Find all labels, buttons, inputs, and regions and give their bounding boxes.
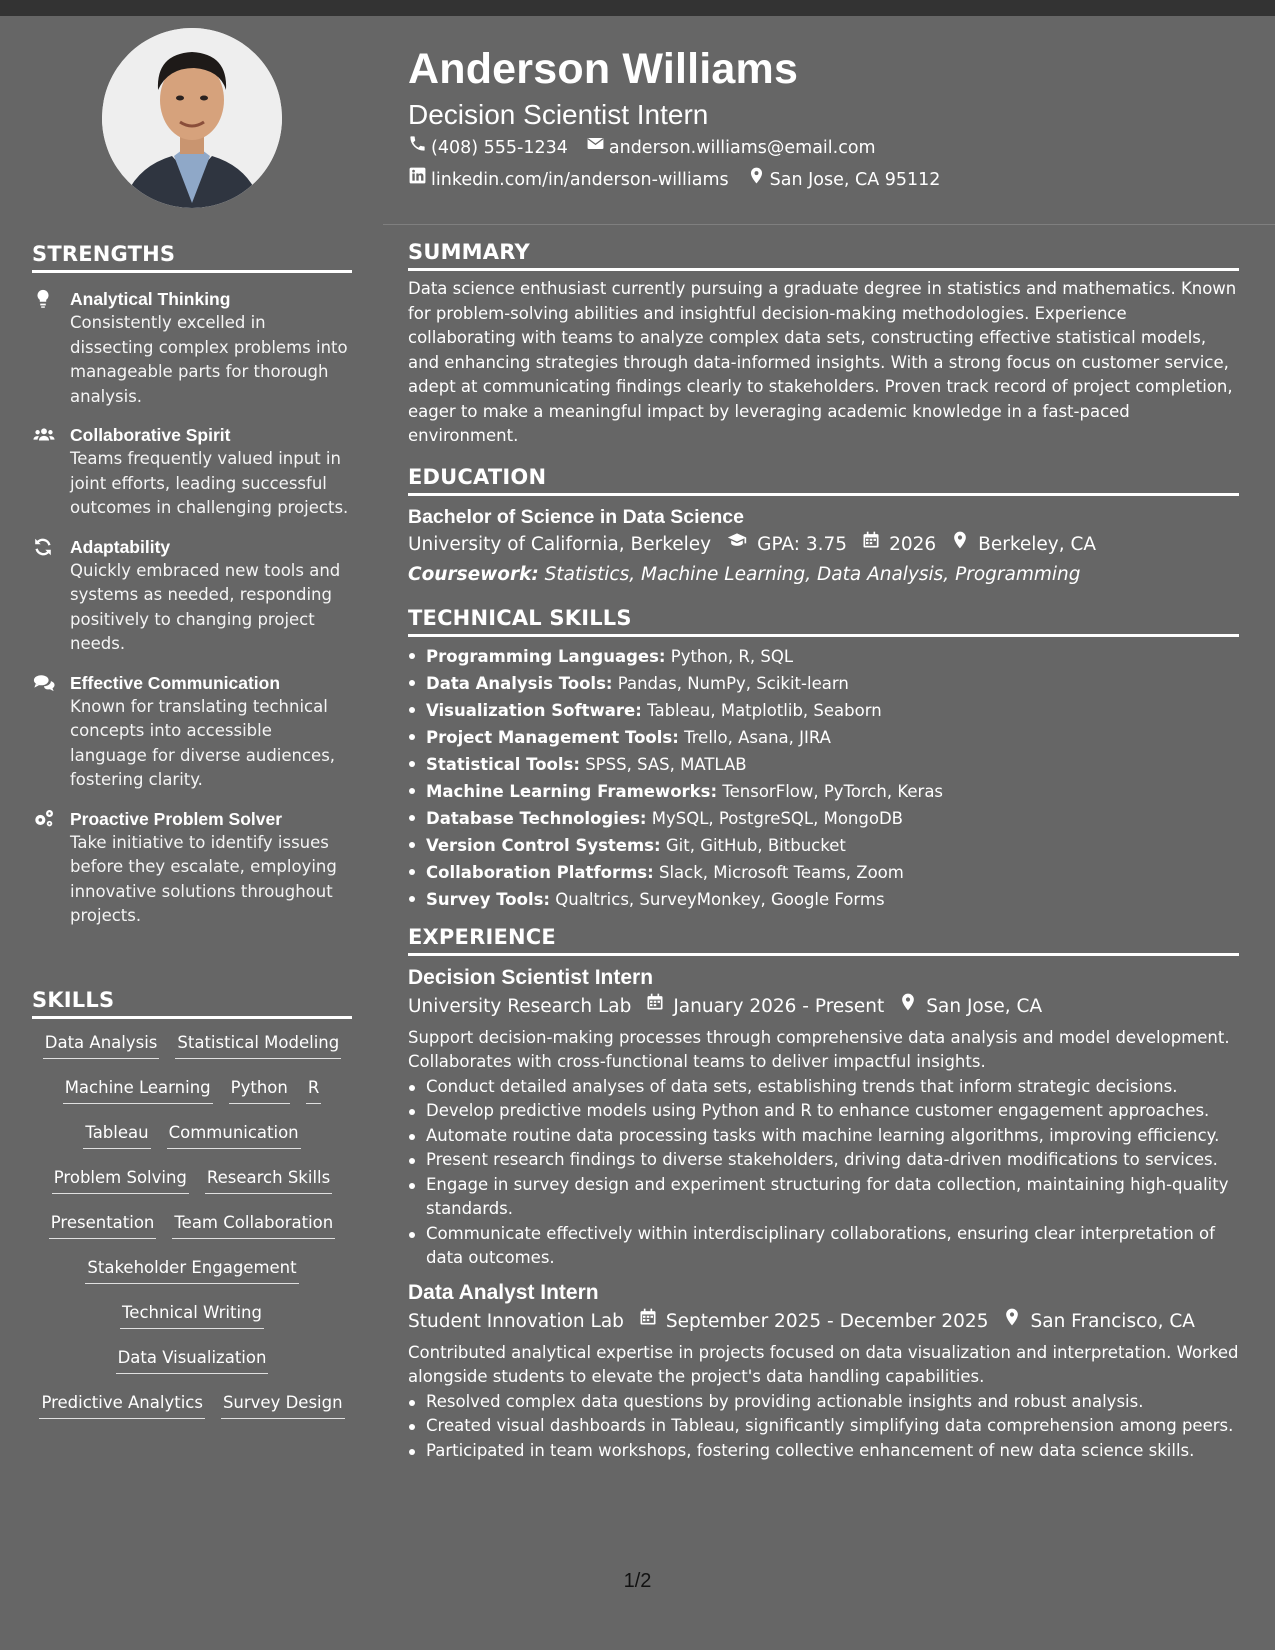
map-marker-icon [1002, 1307, 1022, 1337]
experience-section [408, 925, 1239, 1464]
comments-icon [32, 672, 56, 694]
job-bullets [408, 1075, 1239, 1271]
contact-row-2 [408, 164, 1238, 196]
list-item: Participated in team workshops, fostering collective enhancement of new data science skills. [408, 1439, 1239, 1464]
technical-skills-list [408, 643, 1239, 913]
skill-value: Qualtrics, SurveyMonkey, Google Forms [555, 889, 885, 909]
dates-text: January 2026 - Present [673, 995, 885, 1017]
skill-row [32, 1379, 352, 1424]
skill-value: Trello, Asana, JIRA [684, 727, 831, 747]
education-title: EDUCATION [408, 465, 1239, 496]
job-location [898, 992, 1042, 1022]
education-section [408, 465, 1239, 590]
skill-tag: Stakeholder Engagement [85, 1256, 298, 1284]
strength-item [32, 535, 352, 657]
job-bullets [408, 1390, 1239, 1464]
gpa [725, 530, 847, 560]
map-marker-icon [898, 992, 918, 1022]
list-item [408, 724, 1239, 751]
location-text: San Jose, CA 95112 [769, 170, 941, 190]
strength-desc: Teams frequently valued input in joint efforts, leading successful outcomes in challenging projects. [70, 449, 349, 517]
list-item [408, 859, 1239, 886]
skill-label: Project Management Tools: [426, 727, 679, 747]
skill-value: Slack, Microsoft Teams, Zoom [658, 862, 904, 882]
coursework-label: Coursework: [408, 563, 539, 585]
list-item [408, 751, 1239, 778]
location-text: San Jose, CA [926, 995, 1043, 1017]
dates-text: September 2025 - December 2025 [665, 1310, 989, 1332]
list-item: Develop predictive models using Python and R to enhance customer engagement approaches. [408, 1099, 1239, 1124]
candidate-title: Decision Scientist Intern [408, 99, 709, 130]
skill-tag: Survey Design [221, 1391, 345, 1419]
lightbulb-icon [32, 288, 56, 310]
gpa-text: GPA: 3.75 [757, 533, 848, 555]
list-item: Conduct detailed analyses of data sets, establishing trends that inform strategic decisions. [408, 1075, 1239, 1100]
job-description: Support decision-making processes through comprehensive data analysis and model development. Collaborates with cross-functional teams to deliver impactful insights. [408, 1027, 1230, 1071]
organization: University Research Lab [408, 995, 632, 1017]
coursework-text: Statistics, Machine Learning, Data Analysis, Programming [544, 563, 1081, 585]
summary-text: Data science enthusiast currently pursuing a graduate degree in statistics and mathematics. Known for problem-solving abilities and insightful decision-making methodologies. Experience collaborating with teams to analyze complex data sets, constructing effective statistical models, and enhancing strategies through data-informed insights. With a strong focus on customer service, adept at communicating findings clearly to stakeholders. Proven track record of project completion, eager to make a meaningful impact by leveraging academic knowledge in a fast-paced environment. [408, 279, 1237, 445]
skill-tag: Tableau [83, 1121, 150, 1149]
list-item [408, 643, 1239, 670]
strength-title: Adaptability [70, 536, 171, 557]
job-dates [638, 1307, 989, 1337]
skill-row [32, 1334, 352, 1379]
top-bar [0, 0, 1275, 16]
skill-row [32, 1154, 352, 1199]
linkedin-text: linkedin.com/in/anderson-williams [431, 170, 729, 190]
job-title: Decision Scientist Intern [408, 965, 654, 989]
strength-desc: Quickly embraced new tools and systems as needed, responding positively to changing project needs. [70, 560, 341, 653]
map-marker-icon [950, 530, 970, 560]
header-divider [383, 224, 1275, 225]
map-marker-icon [747, 164, 766, 196]
skill-value: Tableau, Matplotlib, Seaborn [647, 700, 882, 720]
list-item [408, 670, 1239, 697]
job-title: Data Analyst Intern [408, 1280, 599, 1304]
skill-value: SPSS, SAS, MATLAB [585, 754, 747, 774]
phone-contact[interactable] [408, 132, 568, 164]
skill-tag: Team Collaboration [172, 1211, 335, 1239]
skill-label: Version Control Systems: [426, 835, 661, 855]
skill-row [32, 1244, 352, 1289]
job-location [1002, 1307, 1194, 1337]
envelope-icon [586, 132, 605, 164]
skill-label: Data Analysis Tools: [426, 673, 613, 693]
list-item: Engage in survey design and experiment structuring for data collection, maintaining high-quality standards. [408, 1173, 1239, 1222]
list-item: Automate routine data processing tasks with machine learning algorithms, improving efficiency. [408, 1124, 1239, 1149]
refresh-icon [32, 536, 56, 558]
list-item: Resolved complex data questions by providing actionable insights and robust analysis. [408, 1390, 1239, 1415]
strength-desc: Consistently excelled in dissecting complex problems into manageable parts for thorough analysis. [70, 313, 348, 406]
summary-section [408, 240, 1239, 449]
main-column [408, 240, 1239, 1463]
list-item [408, 886, 1239, 913]
education-location [950, 530, 1096, 560]
skill-value: MySQL, PostgreSQL, MongoDB [651, 808, 903, 828]
strength-title: Collaborative Spirit [70, 425, 231, 445]
job-dates [645, 992, 884, 1022]
profile-photo [102, 28, 282, 208]
graduation-cap-icon [725, 530, 749, 560]
skill-value: Git, GitHub, Bitbucket [665, 835, 846, 855]
experience-title: EXPERIENCE [408, 925, 1239, 956]
education-meta [408, 530, 1239, 560]
organization: Student Innovation Lab [408, 1310, 624, 1332]
strength-item [32, 671, 352, 793]
skills-section [32, 988, 352, 1424]
email-text: anderson.williams@email.com [608, 138, 876, 158]
graduation-year [861, 530, 936, 560]
list-item [408, 778, 1239, 805]
skill-value: Pandas, NumPy, Scikit-learn [617, 673, 849, 693]
skill-tag: Presentation [49, 1211, 157, 1239]
contact-row-1 [408, 132, 1238, 164]
calendar-icon [645, 992, 665, 1022]
strength-title: Effective Communication [70, 672, 281, 693]
degree: Bachelor of Science in Data Science [408, 505, 744, 528]
linkedin-icon [408, 164, 427, 196]
list-item [408, 832, 1239, 859]
skill-tag: Predictive Analytics [39, 1391, 205, 1419]
skill-tag: R [306, 1076, 321, 1104]
skill-row [32, 1109, 352, 1154]
location-text: San Francisco, CA [1030, 1310, 1195, 1332]
skill-tag: Problem Solving [52, 1166, 189, 1194]
email-contact[interactable] [586, 132, 876, 164]
year-text: 2026 [889, 533, 937, 555]
job-meta [408, 1307, 1239, 1337]
skill-label: Collaboration Platforms: [426, 862, 654, 882]
skill-row [32, 1289, 352, 1334]
strength-item [32, 423, 352, 521]
strength-desc: Known for translating technical concepts into accessible language for diverse audiences, fostering clarity. [70, 696, 336, 789]
skill-value: Python, R, SQL [670, 646, 794, 666]
strength-item [32, 807, 352, 929]
skill-label: Programming Languages: [426, 646, 666, 666]
strengths-section [32, 242, 352, 929]
list-item: Communicate effectively within interdisciplinary collaborations, ensuring clear interpretation of data outcomes. [408, 1222, 1239, 1271]
skill-tag: Machine Learning [63, 1076, 213, 1104]
skill-label: Statistical Tools: [426, 754, 580, 774]
skill-tag: Data Visualization [116, 1346, 269, 1374]
skill-label: Database Technologies: [426, 808, 647, 828]
users-icon [32, 424, 56, 446]
skill-tag: Technical Writing [120, 1301, 264, 1329]
job-meta [408, 992, 1239, 1022]
skill-tag: Communication [167, 1121, 301, 1149]
location-contact [747, 164, 941, 196]
strength-title: Proactive Problem Solver [70, 808, 283, 829]
strength-desc: Take initiative to identify issues before they escalate, employing innovative solutions throughout projects. [70, 832, 337, 925]
resume-header [408, 40, 1238, 196]
strength-title: Analytical Thinking [70, 289, 231, 309]
skill-row [32, 1064, 352, 1109]
list-item: Present research findings to diverse stakeholders, driving data-driven modifications to services. [408, 1148, 1239, 1173]
skill-label: Survey Tools: [426, 889, 551, 909]
skill-row [32, 1199, 352, 1244]
skills-title: SKILLS [32, 988, 352, 1019]
skill-tag: Data Analysis [43, 1031, 160, 1059]
job-description: Contributed analytical expertise in projects focused on data visualization and interpretation. Worked alongside students to elevate the project's data handling capabilities. [408, 1342, 1239, 1386]
strength-item [32, 287, 352, 409]
list-item: Created visual dashboards in Tableau, significantly simplifying data comprehension among peers. [408, 1414, 1239, 1439]
candidate-name: Anderson Williams [408, 45, 799, 93]
calendar-icon [861, 530, 881, 560]
technical-skills-title: TECHNICAL SKILLS [408, 606, 1239, 637]
school-name: University of California, Berkeley [408, 533, 712, 555]
coursework [408, 560, 1239, 590]
skill-label: Machine Learning Frameworks: [426, 781, 718, 801]
calendar-icon [638, 1307, 658, 1337]
phone-text: (408) 555-1234 [431, 138, 568, 158]
location-text: Berkeley, CA [978, 533, 1097, 555]
page-number: 1/2 [623, 1570, 652, 1592]
job-entry [408, 1279, 1239, 1464]
skill-tag: Python [229, 1076, 290, 1104]
skill-value: TensorFlow, PyTorch, Keras [722, 781, 944, 801]
gears-icon [32, 808, 56, 830]
list-item [408, 805, 1239, 832]
linkedin-contact[interactable] [408, 164, 729, 196]
technical-skills-section [408, 606, 1239, 913]
phone-icon [408, 132, 427, 164]
skill-label: Visualization Software: [426, 700, 642, 720]
skill-row [32, 1019, 352, 1064]
list-item [408, 697, 1239, 724]
job-entry [408, 964, 1239, 1271]
strengths-title: STRENGTHS [32, 242, 352, 273]
skill-tag: Research Skills [205, 1166, 332, 1194]
skill-tag: Statistical Modeling [175, 1031, 341, 1059]
summary-title: SUMMARY [408, 240, 1239, 271]
